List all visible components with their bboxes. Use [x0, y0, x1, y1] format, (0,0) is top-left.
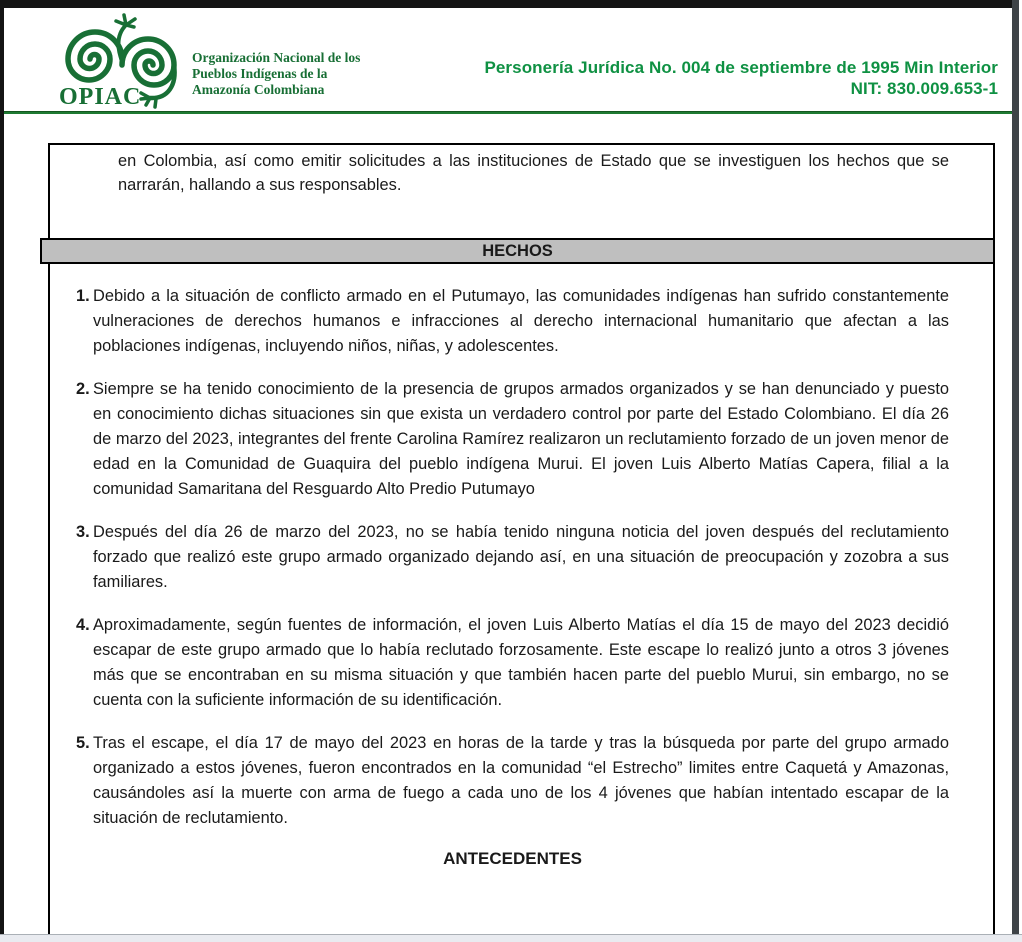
fact-item-3	[76, 520, 949, 595]
fact-number: 2.	[76, 380, 90, 398]
fact-text: Tras el escape, el día 17 de mayo del 2023 en horas de la tarde y tras la búsqueda por parte del grupo armado organizado a estos jóvenes, fueron encontrados en la comunidad “el Estrecho” limites entre Caquetá y Amazonas, causándoles así la muerte con arma de fuego a cada uno de los 4 jóvenes que habían intentado escapar de la situación de reclutamiento.	[93, 734, 949, 827]
header-divider-rule	[0, 111, 1012, 114]
window-right-edge	[1012, 0, 1019, 934]
page-top-edge	[0, 0, 1012, 8]
fact-number: 1.	[76, 287, 90, 305]
fact-text: Siempre se ha tenido conocimiento de la presencia de grupos armados organizados y se han denunciado y puesto en conocimiento dichas situaciones sin que exista un verdadero control por parte del Estado Colombiano. El día 26 de marzo del 2023, integrantes del frente Carolina Ramírez realizaron un reclutamiento forzado de un joven menor de edad en la Comunidad de Guaquira del pueblo indígena Murui. El joven Luis Alberto Matías Capera, filial a la comunidad Samaritana del Resguardo Alto Predio Putumayo	[93, 380, 949, 498]
facts-list	[50, 264, 993, 869]
fact-item-2	[76, 377, 949, 502]
organization-name-line1: Organización Nacional de los	[192, 50, 361, 65]
letterhead	[4, 8, 1012, 111]
legal-registration-info	[484, 57, 998, 99]
horizontal-scrollbar[interactable]	[0, 934, 1022, 942]
organization-name	[192, 50, 360, 98]
nit-line: NIT: 830.009.653-1	[850, 79, 998, 98]
fact-item-4	[76, 613, 949, 713]
section-header-hechos: HECHOS	[40, 238, 995, 264]
fact-text: Después del día 26 de marzo del 2023, no se había tenido ninguna noticia del joven después del reclutamiento forzado que realizó este grupo armado organizado dejando así, en una situación de preocupación y zozobra a sus familiares.	[93, 523, 949, 591]
fact-number: 3.	[76, 523, 90, 541]
fact-item-5	[76, 731, 949, 831]
opiac-logo-text: OPIAC	[59, 84, 142, 109]
personeria-juridica-line: Personería Jurídica No. 004 de septiembre de 1995 Min Interior	[484, 58, 998, 77]
section-header-antecedentes: ANTECEDENTES	[443, 849, 582, 868]
opiac-logo	[56, 11, 188, 109]
fact-number: 4.	[76, 616, 90, 634]
fact-number: 5.	[76, 734, 90, 752]
fact-item-1	[76, 284, 949, 359]
document-content-box	[48, 143, 995, 934]
fact-text: Aproximadamente, según fuentes de información, el joven Luis Alberto Matías el día 15 de mayo del 2023 decidió escapar de este grupo armado que lo había reclutado forzosamente. Este escape lo realizó junto a otros 3 jóvenes más que se encontraban en su misma situación y que también hacen parte del pueblo Murui, sin embargo, no se cuenta con la suficiente información de su identificación.	[93, 616, 949, 709]
page-left-edge	[0, 0, 4, 934]
organization-name-line2: Pueblos Indígenas de la	[192, 66, 328, 81]
opiac-spiral-logo-icon	[56, 11, 188, 109]
fact-text: Debido a la situación de conflicto armado en el Putumayo, las comunidades indígenas han sufrido constantemente vulneraciones de derechos humanos e infracciones al derecho internacional humanitario que afectan a las poblaciones indígenas, incluyendo niños, niñas, y adolescentes.	[93, 287, 949, 355]
intro-paragraph: en Colombia, así como emitir solicitudes a las instituciones de Estado que se investiguen los hechos que se narrarán, hallando a sus responsables.	[118, 152, 949, 194]
organization-name-line3: Amazonía Colombiana	[192, 82, 325, 97]
